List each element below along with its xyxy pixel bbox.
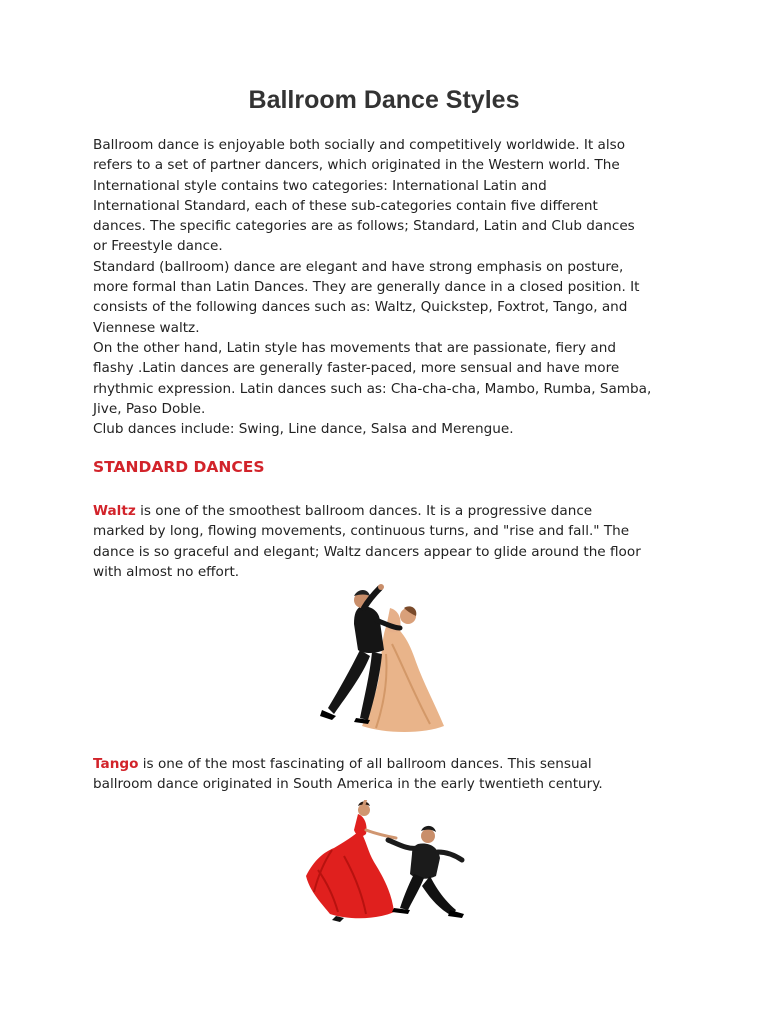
waltz-line: dance is so graceful and elegant; Waltz dancers appear to glide around the floor: [93, 543, 641, 560]
waltz-paragraph: [93, 501, 693, 582]
intro-line: Viennese waltz.: [93, 319, 200, 336]
intro-line: or Freestyle dance.: [93, 238, 223, 255]
waltz-first-line: [93, 501, 693, 521]
intro-line: consists of the following dances such as: Waltz, Quickstep, Foxtrot, Tango, and: [93, 299, 628, 316]
waltz-dancers-image: [306, 584, 456, 736]
intro-line: Club dances include: Swing, Line dance, Salsa and Merengue.: [93, 421, 514, 438]
tango-paragraph: [93, 754, 693, 795]
tango-first-line: [93, 754, 693, 774]
intro-line: flashy .Latin dances are generally faster-paced, more sensual and have more: [93, 360, 620, 377]
waltz-term: Waltz: [93, 503, 136, 519]
intro-line: rhythmic expression. Latin dances such as: Cha-cha-cha, Mambo, Rumba, Samba,: [93, 380, 652, 397]
tango-line: ballroom dance originated in South America in the early twentieth century.: [93, 776, 603, 793]
intro-line: Standard (ballroom) dance are elegant and have strong emphasis on posture,: [93, 258, 624, 275]
intro-line: On the other hand, Latin style has movements that are passionate, fiery and: [93, 339, 616, 356]
intro-paragraph: [93, 135, 693, 439]
waltz-line: marked by long, flowing movements, continuous turns, and "rise and fall." The: [93, 523, 630, 540]
section-heading-standard-dances: STANDARD DANCES: [93, 458, 265, 476]
page-title: Ballroom Dance Styles: [248, 86, 520, 114]
intro-line: dances. The specific categories are as follows; Standard, Latin and Club dances: [93, 218, 635, 235]
waltz-first-line-text: is one of the smoothest ballroom dances. It is a progressive dance: [135, 503, 593, 519]
intro-line: Ballroom dance is enjoyable both socially and competitively worldwide. It also: [93, 137, 626, 153]
waltz-line: with almost no effort.: [93, 563, 240, 580]
intro-line: more formal than Latin Dances. They are generally dance in a closed position. It: [93, 279, 640, 296]
intro-line: refers to a set of partner dancers, which originated in the Western world. The: [93, 157, 620, 174]
tango-first-line-text: is one of the most fascinating of all ballroom dances. This sensual: [138, 756, 592, 772]
intro-line: Jive, Paso Doble.: [93, 400, 206, 417]
tango-dancers-image: [304, 800, 466, 924]
intro-line: International Standard, each of these sub-categories contain five different: [93, 197, 598, 214]
tango-term: Tango: [93, 756, 139, 772]
intro-line: International style contains two categories: International Latin and: [93, 177, 547, 194]
